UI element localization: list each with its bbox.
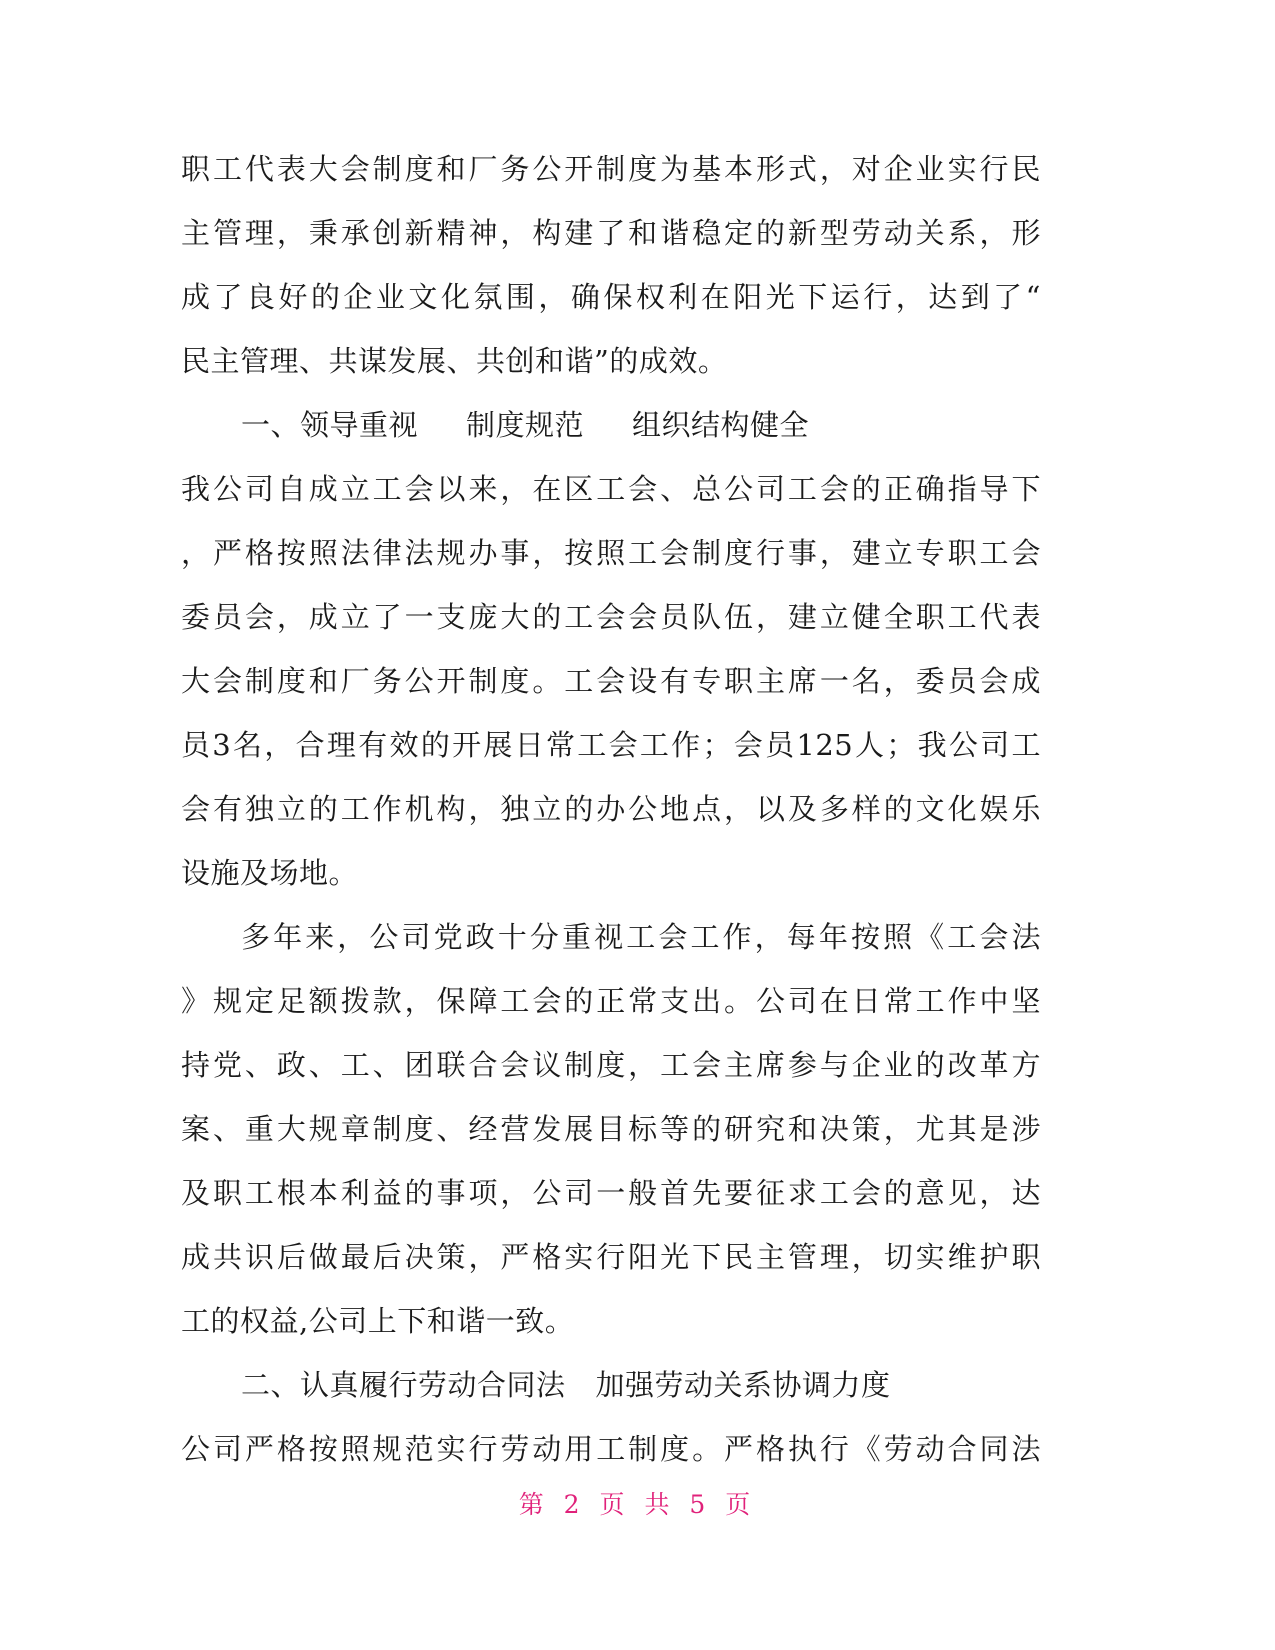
paragraph-labor-contract: [181, 1417, 1041, 1481]
text-line: 委员会，成立了一支庞大的工会会员队伍，建立健全职工代表: [181, 600, 1041, 634]
text-line: 工的权益,公司上下和谐一致。: [181, 1304, 575, 1338]
text-line: 多年来，公司党政十分重视工会工作，每年按照《工会法: [241, 920, 1041, 954]
text-line: ，严格按照法律法规办事，按照工会制度行事，建立专职工会: [181, 536, 1041, 570]
text-line: 》规定足额拨款，保障工会的正常支出。公司在日常工作中坚: [181, 984, 1041, 1018]
text-line: 我公司自成立工会以来，在区工会、总公司工会的正确指导下: [181, 472, 1041, 506]
page-number-footer: 第 2 页 共 5 页: [518, 1490, 757, 1519]
text-line: 设施及场地。: [181, 856, 359, 890]
text-line: 会有独立的工作机构，独立的办公地点，以及多样的文化娱乐: [181, 792, 1041, 826]
text-line: 持党、政、工、团联合会议制度，工会主席参与企业的改革方: [181, 1048, 1041, 1082]
section-heading-2: [181, 1353, 1041, 1417]
text-line: 职工代表大会制度和厂务公开制度为基本形式，对企业实行民: [181, 152, 1041, 186]
heading-part: 二、认真履行劳动合同法: [241, 1368, 566, 1402]
text-line: 成了良好的企业文化氛围，确保权利在阳光下运行，达到了“: [181, 280, 1041, 314]
text-line: 公司严格按照规范实行劳动用工制度。严格执行《劳动合同法: [181, 1432, 1041, 1466]
paragraph-party-support: [181, 905, 1041, 1353]
text-line: 民主管理、共谋发展、共创和谐”的成效。: [181, 344, 728, 378]
text-line: 大会制度和厂务公开制度。工会设有专职主席一名，委员会成: [181, 664, 1041, 698]
text-line: 员3名，合理有效的开展日常工会工作；会员125人；我公司工: [181, 728, 1041, 762]
heading-part: 一、领导重视: [241, 408, 419, 442]
paragraph-intro: [181, 137, 1041, 393]
paragraph-union-setup: [181, 457, 1041, 905]
heading-part: 组织结构健全: [632, 408, 810, 442]
text-line: 及职工根本利益的事项，公司一般首先要征求工会的意见，达: [181, 1176, 1041, 1210]
document-body: [181, 137, 1041, 1481]
text-line: 主管理，秉承创新精神，构建了和谐稳定的新型劳动关系，形: [181, 216, 1041, 250]
heading-part: 制度规范: [466, 408, 585, 442]
heading-part: 加强劳动关系协调力度: [595, 1368, 891, 1402]
text-line: 案、重大规章制度、经营发展目标等的研究和决策，尤其是涉: [181, 1112, 1041, 1146]
section-heading-1: [181, 393, 1041, 457]
text-line: 成共识后做最后决策，严格实行阳光下民主管理，切实维护职: [181, 1240, 1041, 1274]
